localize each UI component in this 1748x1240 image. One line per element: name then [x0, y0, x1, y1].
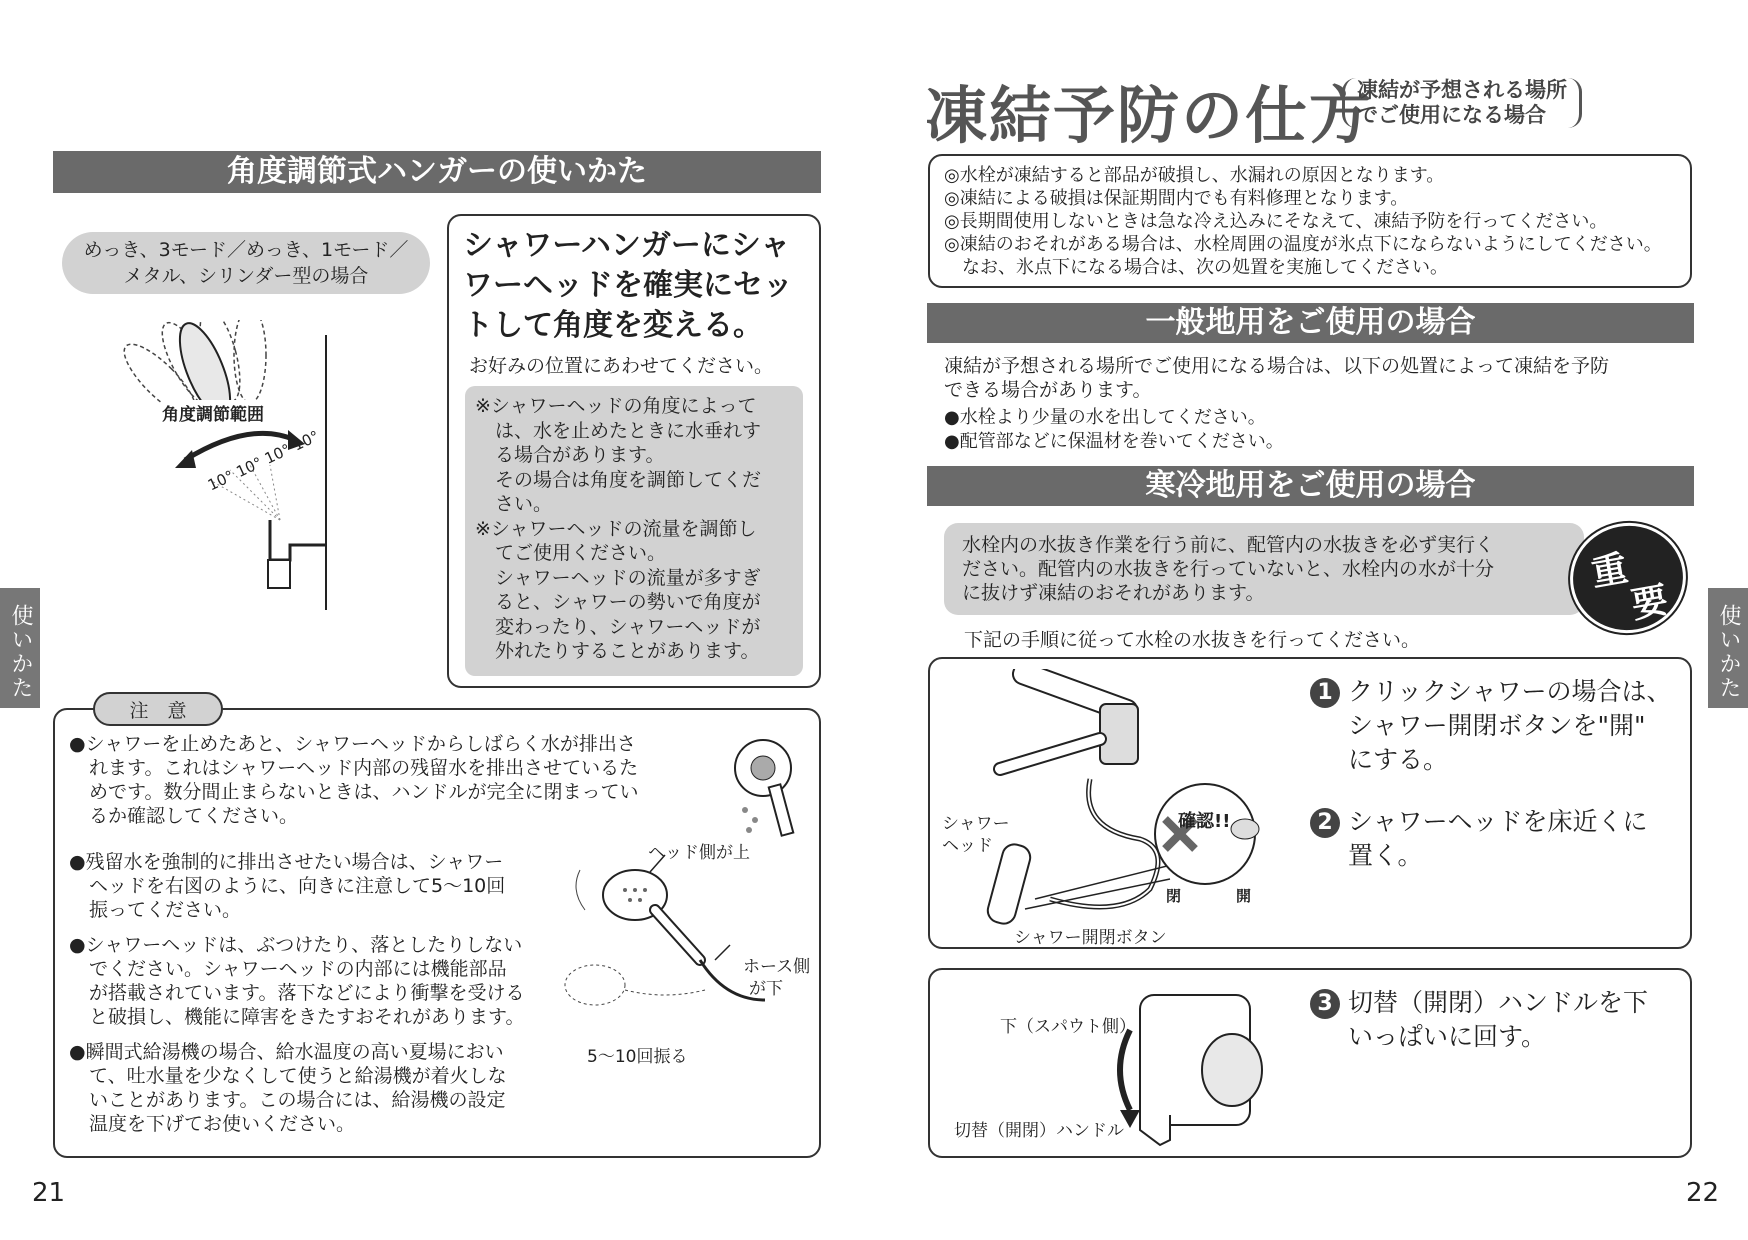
shower-head-label: シャワー ヘッド [942, 814, 1010, 856]
open-label: 開 [1236, 887, 1252, 905]
step-1: 1 クリックシャワーの場合は、 シャワー開閉ボタンを"開" にする。 [1310, 675, 1672, 777]
important-badge: 重 要 [1561, 514, 1694, 642]
steps-1-2-box [928, 657, 1692, 949]
angle-range-label: 角度調節範囲 [162, 400, 264, 425]
section-title-general: 一般地用をご使用の場合 [927, 303, 1694, 343]
step-3-number-icon: 3 [1310, 989, 1340, 1019]
general-region-text: 凍結が予想される場所でご使用になる場合は、以下の処置によって凍結を予防 できる場合があります。 ●水栓より少量の水を出してください。 ●配管部などに保温材を巻いてください。 [944, 355, 1610, 452]
caution-item-2: ●残留水を強制的に排出させたい場合は、シャワー ヘッドを右図のように、向きに注意して5～10回 振ってください。 [69, 851, 506, 921]
section-title-hanger: 角度調節式ハンガーの使いかた [53, 151, 821, 193]
side-tab-left: 使いかた [0, 588, 40, 708]
page-subtitle: 凍結が予想される場所 でご使用になる場合 [1342, 78, 1582, 128]
instruction-heading: シャワーハンガーにシャ ワーヘッドを確実にセッ トして角度を変える。 [463, 228, 793, 343]
caution-tag: 注 意 [93, 692, 223, 726]
caution-box [53, 708, 821, 1158]
model-badge-line2: メタル、シリンダー型の場合 [123, 265, 369, 287]
handle-figure [1110, 980, 1300, 1150]
model-badge [62, 232, 430, 294]
closed-label: 閉 [1166, 887, 1182, 905]
page-title: 凍結予防の仕方 [925, 79, 1374, 152]
confirm-label: 確認!! [1178, 811, 1231, 832]
caution-item-3: ●シャワーヘッドは、ぶつけたり、落としたりしない でください。シャワーヘッドの内部には機能部品 が搭載されています。落下などにより衝撃を受ける と破損し、機能に障害をきたすおそれがあります。 [69, 934, 525, 1028]
head-up-label: ヘッド側が上 [648, 843, 750, 863]
cold-region-important-note: 水栓内の水抜き作業を行う前に、配管内の水抜きを必ず実行く ださい。配管内の水抜きを行っていないと、水栓内の水が十分 に抜けず凍結のおそれがあります。 [944, 523, 1584, 615]
freeze-notice-box: ◎水栓が凍結すると部品が破損し、水漏れの原因となります。 ◎凍結による破損は保証期間内でも有料修理となります。 ◎長期間使用しないときは急な冷え込みにそなえて、凍結予防を行ってください。 ◎凍結のおそれがある場合は、水栓周囲の温度が氷点下にならないようにしてください。 なお、氷点下になる場合は、次の処置を実施してください。 [928, 154, 1692, 288]
step-2-number-icon: 2 [1310, 808, 1340, 838]
dripping-shower-head-icon [725, 730, 805, 840]
angle-degrees-label: 10° 10° 10° 10° [205, 427, 322, 495]
step-2: 2 シャワーヘッドを床近くに 置く。 [1310, 805, 1648, 873]
hanger-instruction-box [447, 214, 821, 688]
page-number-left: 21 [32, 1178, 66, 1208]
model-badge-line1: めっき、3モード／めっき、1モード／ [83, 239, 409, 261]
caution-item-1: ●シャワーを止めたあと、シャワーヘッドからしばらく水が排出さ れます。これはシャワーヘッド内部の残留水を排出させているた めです。数分間止まらないときは、ハンドルが完全に閉まってい るか確認してください。 [69, 733, 639, 827]
shower-button-label: シャワー開閉ボタン [1014, 928, 1167, 948]
instruction-grey-note: ※シャワーヘッドの角度によって は、水を止めたときに水垂れす る場合があります。 その場合は角度を調節してくだ さい。 ※シャワーヘッドの流量を調節し てご使用ください。 シャワーヘッドの流量が多すぎ ると、シャワーの勢いで角度が 変わったり、シャワーヘッドが 外れたりすることがあります。 [465, 386, 803, 676]
caution-item-4: ●瞬間式給湯機の場合、給水温度の高い夏場におい て、吐水量を少なくして使うと給湯機が着火しな いことがあります。この場合には、給湯機の設定 温度を下げてお使いください。 [69, 1041, 507, 1135]
side-tab-right: 使いかた [1708, 588, 1748, 708]
page-number-right: 22 [1686, 1178, 1720, 1208]
section-title-cold: 寒冷地用をご使用の場合 [927, 466, 1694, 506]
down-spout-label: 下（スパウト側） [1000, 1017, 1136, 1037]
shake-count-label: 5～10回振る [587, 1047, 688, 1067]
step-3-box [928, 968, 1692, 1158]
procedure-intro: 下記の手順に従って水栓の水抜きを行ってください。 [964, 629, 1421, 651]
handle-label: 切替（開閉）ハンドル [954, 1121, 1124, 1141]
hose-down-label: ホース側 が下 [743, 957, 811, 999]
step-3: 3 切替（開閉）ハンドルを下 いっぱいに回す。 [1310, 986, 1648, 1054]
instruction-sub: お好みの位置にあわせてください。 [469, 355, 774, 377]
step-1-number-icon: 1 [1310, 678, 1340, 708]
